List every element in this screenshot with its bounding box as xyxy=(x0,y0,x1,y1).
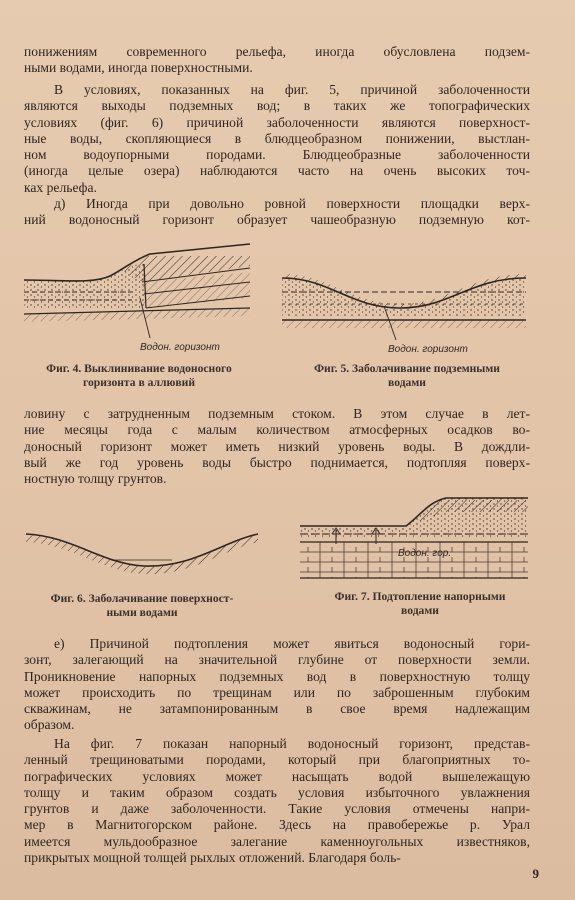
text-line: е) Причиной подтопления может явиться водоносный гори- xyxy=(54,636,530,651)
text-line: условиях (фиг. 6) причиной заболоченности являются поверхност- xyxy=(24,114,530,130)
text-line: (иногда целые озера) наблюдаются часто на очень высоких точ- xyxy=(24,163,530,179)
figure-5-caption xyxy=(276,362,538,389)
caption-line: Фиг. 6. Заболачивание поверхност- xyxy=(50,592,234,605)
text-line: д) Иногда при довольно ровной поверхности площадки верх- xyxy=(54,196,530,211)
caption-line: ными водами xyxy=(106,605,178,619)
text-line: ные воды, скопляющиеся в блюдцеобразном понижении, выстлан- xyxy=(24,130,530,146)
figure-4-caption xyxy=(14,362,264,389)
text-line: может происходить по трещинам или по заброшенным глубоким xyxy=(24,684,530,700)
text-line: прикрытых мощной толщей рыхлых отложений. Благодаря боль- xyxy=(24,850,401,866)
text-line: понижениям современного рельефа, иногда обусловлена подзем- xyxy=(24,44,530,59)
figure-5-diagram xyxy=(280,258,530,358)
text-line: Проникновение напорных подземных вод в поверхностную толщу xyxy=(24,668,530,684)
text-line: имеется мульдообразное залегание каменноугольных известняков, xyxy=(24,833,530,849)
figure-5-label: Водон. горизонт xyxy=(388,344,468,355)
text-line: ках рельефа. xyxy=(24,179,97,195)
caption-line: Фиг. 4. Выклинивание водоносного xyxy=(46,362,232,375)
figure-7-caption xyxy=(300,590,540,617)
text-line: вый же год уровень воды быстро поднимается, подтопляя поверх- xyxy=(24,454,530,470)
paragraph-4 xyxy=(24,406,530,487)
text-line: ние месяцы года с малым количеством атмосферных осадков во- xyxy=(24,422,530,438)
text-line: ными водами, иногда поверхностными. xyxy=(24,60,253,76)
paragraph-6 xyxy=(24,736,530,866)
text-line: В условиях, показанных на фиг. 5, причиной заболоченности xyxy=(54,82,530,97)
text-line: На фиг. 7 показан напорный водоносный горизонт, представ- xyxy=(54,736,530,751)
text-line: являются выходы подземных вод; в таких же топографических xyxy=(24,98,530,114)
page-number: 9 xyxy=(532,866,539,881)
paragraph-2 xyxy=(24,82,530,196)
figure-4-diagram xyxy=(22,238,254,358)
text-line: ном водоупорными породами. Блюдцеобразные заболоченности xyxy=(24,147,530,163)
caption-line: Фиг. 7. Подтопление напорными xyxy=(334,590,506,603)
text-line: ний водоносный горизонт образует чашеобразную подземную кот- xyxy=(24,212,530,228)
paragraph-3 xyxy=(24,196,530,229)
figure-7-diagram xyxy=(296,492,532,588)
text-line: доносный горизонт может иметь низкий уровень воды. В дождли- xyxy=(24,438,530,454)
text-line: ностную толщу грунтов. xyxy=(24,471,167,487)
caption-line: водами xyxy=(401,603,439,617)
figure-6-diagram xyxy=(22,520,262,580)
caption-line: горизонта в аллювий xyxy=(82,375,196,389)
caption-line: Фиг. 5. Заболачивание подземными xyxy=(314,362,500,375)
figure-7-label: Водон. гор. xyxy=(398,548,452,559)
paragraph-5 xyxy=(24,636,530,734)
figure-6-caption xyxy=(14,592,270,619)
text-line: ленный трещиноватыми породами, который при благоприятных то- xyxy=(24,752,530,768)
text-line: грунтов и даже заболоченности. Такие условия отмечены напри- xyxy=(24,801,530,817)
figure-4-label: Водон. горизонт xyxy=(140,342,220,353)
text-line: зонт, залегающий на значительной глубине от поверхности земли. xyxy=(24,652,530,668)
text-line: мер в Магнитогорском районе. Здесь на правобережье р. Урал xyxy=(24,817,530,833)
text-line: толщу и таким образом создать условия избыточного увлажнения xyxy=(24,784,530,800)
text-line: пографических условиях может насыщать водой вышележащую xyxy=(24,768,530,784)
text-line: скважинам, не затампонированным в свое время надлежащим xyxy=(24,701,530,717)
caption-line: водами xyxy=(388,375,426,389)
paragraph-1 xyxy=(24,44,530,77)
text-line: образом. xyxy=(24,717,75,733)
text-line: ловину с затрудненным подземным стоком. В этом случае в лет- xyxy=(24,406,530,421)
